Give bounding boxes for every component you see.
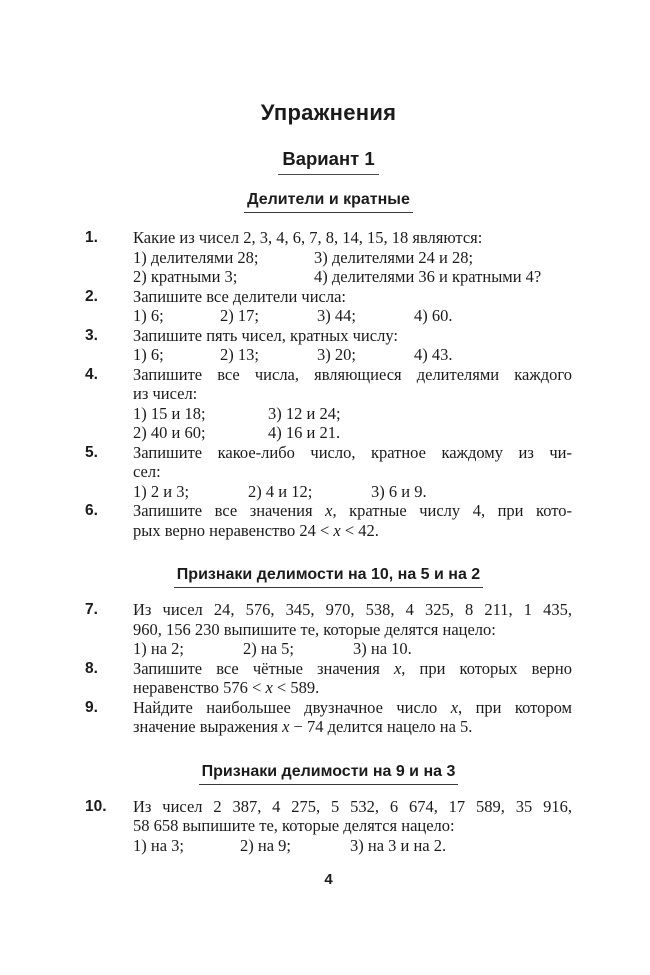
option-item: 3) на 10. bbox=[353, 639, 412, 658]
options-row bbox=[133, 836, 572, 856]
options-row bbox=[133, 248, 572, 268]
option-item: 4) 60. bbox=[414, 306, 453, 325]
option-item: 4) 43. bbox=[414, 345, 453, 364]
exercise-number: 5. bbox=[85, 443, 98, 461]
section-heading-1: Делители и кратные bbox=[85, 190, 572, 213]
options-row bbox=[133, 345, 572, 365]
exercise-5 bbox=[85, 443, 572, 502]
options-row bbox=[133, 267, 572, 287]
variant-heading: Вариант 1 bbox=[278, 148, 378, 175]
exercise-line: из чисел: bbox=[133, 384, 198, 403]
option-item: 3) делителями 24 и 28; bbox=[314, 247, 474, 267]
exercise-2 bbox=[85, 287, 572, 326]
page-number: 4 bbox=[324, 871, 333, 888]
option-item: 1) 6; bbox=[133, 306, 164, 325]
exercise-line: неравенство 576 < x < 589. bbox=[133, 678, 320, 697]
variant-heading-wrap bbox=[85, 148, 572, 175]
exercise-line: 58 658 выпишите те, которые делятся нацело: bbox=[133, 816, 455, 835]
exercise-line: Из чисел 2 387, 4 275, 5 532, 6 674, 17 589, 35 916, bbox=[133, 796, 572, 816]
exercise-line: Из чисел 24, 576, 345, 970, 538, 4 325, 8 211, 1 435, bbox=[133, 600, 572, 619]
page-title: Упражнения bbox=[260, 100, 397, 125]
exercise-number: 3. bbox=[85, 326, 98, 344]
exercise-number: 8. bbox=[85, 659, 98, 677]
page-content bbox=[85, 0, 572, 888]
exercise-number: 4. bbox=[85, 365, 98, 383]
option-item: 3) 44; bbox=[317, 306, 356, 325]
exercise-number: 10. bbox=[85, 797, 107, 815]
exercise-8 bbox=[85, 659, 572, 698]
options-row bbox=[133, 404, 572, 424]
exercise-1 bbox=[85, 228, 572, 287]
exercise-number: 1. bbox=[85, 229, 98, 246]
option-item: 1) делителями 28; bbox=[133, 247, 259, 267]
section-heading-3: Признаки делимости на 9 и на 3 bbox=[85, 762, 572, 785]
exercise-number: 2. bbox=[85, 287, 98, 305]
option-item: 1) 6; bbox=[133, 345, 164, 364]
exercise-7 bbox=[85, 600, 572, 659]
exercise-line: сел: bbox=[133, 462, 161, 481]
option-item: 4) 16 и 21. bbox=[268, 423, 341, 442]
options-row bbox=[133, 423, 572, 443]
exercise-number: 9. bbox=[85, 698, 98, 716]
section-heading-2: Признаки делимости на 10, на 5 и на 2 bbox=[85, 565, 572, 588]
exercise-number: 6. bbox=[85, 502, 98, 519]
option-item: 2) 17; bbox=[220, 306, 259, 325]
exercise-10 bbox=[85, 797, 572, 856]
exercise-6 bbox=[85, 501, 572, 540]
option-item: 1) на 3; bbox=[133, 835, 184, 855]
exercise-number: 7. bbox=[85, 601, 98, 618]
option-item: 1) 15 и 18; bbox=[133, 403, 206, 423]
option-item: 3) 20; bbox=[317, 345, 356, 364]
exercise-line: Запишите все числа, являющиеся делителями каждого bbox=[133, 364, 572, 384]
option-item: 2) на 9; bbox=[240, 835, 291, 855]
exercise-line: значение выражения x − 74 делится нацело на 5. bbox=[133, 717, 473, 736]
exercise-3 bbox=[85, 326, 572, 365]
options-row bbox=[133, 639, 572, 659]
option-item: 2) 13; bbox=[220, 345, 259, 364]
option-item: 2) 40 и 60; bbox=[133, 423, 206, 442]
option-item: 2) на 5; bbox=[243, 639, 294, 658]
exercise-line: Найдите наибольшее двузначное число x, при котором bbox=[133, 697, 572, 717]
option-item: 3) 12 и 24; bbox=[268, 403, 341, 423]
exercise-line: Запишите пять чисел, кратных числу: bbox=[133, 325, 398, 345]
options-row bbox=[133, 306, 572, 326]
option-item: 2) 4 и 12; bbox=[248, 481, 313, 501]
exercise-line: Запишите все значения x, кратные числу 4, при кото- bbox=[133, 501, 572, 520]
option-item: 3) на 3 и на 2. bbox=[350, 835, 447, 855]
exercise-line: Запишите какое-либо число, кратное каждому из чи- bbox=[133, 442, 572, 462]
exercise-line: 960, 156 230 выпишите те, которые делятся нацело: bbox=[133, 619, 496, 639]
option-item: 1) на 2; bbox=[133, 639, 184, 658]
option-item: 2) кратными 3; bbox=[133, 267, 238, 286]
exercise-line: Запишите все делители числа: bbox=[133, 286, 346, 306]
option-item: 3) 6 и 9. bbox=[371, 481, 427, 501]
option-item: 4) делителями 36 и кратными 4? bbox=[314, 267, 542, 286]
exercise-line: Какие из чисел 2, 3, 4, 6, 7, 8, 14, 15, 18 являются: bbox=[133, 228, 483, 247]
options-row bbox=[133, 482, 572, 502]
exercise-9 bbox=[85, 698, 572, 737]
option-item: 1) 2 и 3; bbox=[133, 481, 190, 501]
exercise-line: Запишите все чётные значения x, при которых верно bbox=[133, 658, 572, 678]
exercise-line: рых верно неравенство 24 < x < 42. bbox=[133, 520, 379, 540]
exercise-4 bbox=[85, 365, 572, 443]
